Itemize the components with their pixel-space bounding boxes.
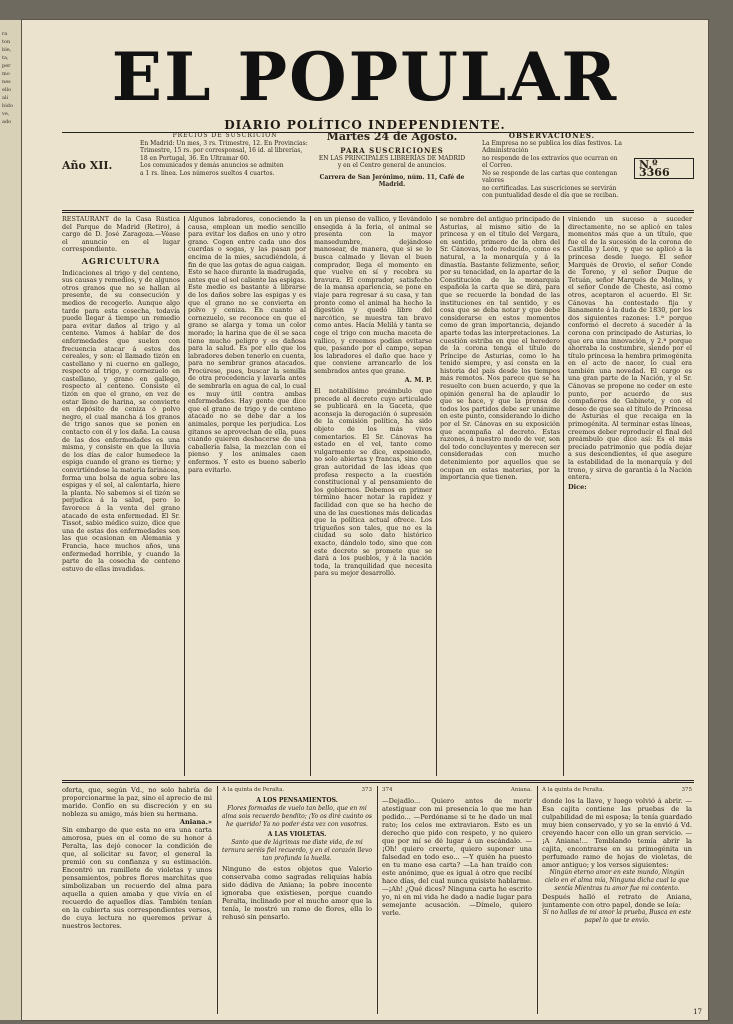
column-4: [440, 216, 560, 776]
poem-verse: Santo que de lágrimas me diste vida, de mi ternura seréis fiel recuerdo, y en el corazón llevo tan profunda la huella.: [222, 839, 372, 862]
folletin-divider: [537, 786, 538, 1014]
poem-title: A LAS VIOLETAS.: [267, 831, 327, 838]
price-line: En Madrid: Un mes, 3 rs. Trimestre, 12. En Provincias:: [140, 139, 308, 147]
price-line: a 1 rs. línea. Los números sueltos 4 cuartos.: [140, 169, 275, 177]
bookstores-line: EN LAS PRINCIPALES LIBRERÍAS DE MADRID: [318, 154, 466, 162]
price-line: 18 en Portugal, 36. En Ultramar 60.: [140, 154, 250, 162]
price-line: Trimestre, 15 rs. por corresponsal, 16 id. al librerías,: [140, 147, 303, 154]
folletin-text: oferta, que, según Vd., no solo habría de proporcionarme la paz, sino el aprecio de mi marido. Confío en su discreción y en su nobleza su amigo, más bien su hermana.: [62, 786, 212, 818]
running-head-page: 373: [361, 787, 372, 793]
folletin-text: —Dejadlo... Quiero antes de morir atestiguar con mi presencia lo que me han pedido... —Perdóname si te he dado un mal rato; los celos me extraviaron. Esto es un derecho que pido con respeto, y no quiero que por mí se dé lugar á un escándalo. —¡Oh! quiero creerte, quiero suponer una falsedad en todo eso... —Y quién ha puesto en tu mano esa carta? —La han traído con este anónimo, que es igual á otro que recibí hace días, del cual nunca quisiste hablarme. —¡Ah! ¿Qué dices? Ninguna carta he escrito yo, ni en mi vida he dado a nadie lugar para semejante acusación. —Dímelo, quiero verle.: [382, 797, 532, 917]
running-head-left: A la quinta de Peralta.: [542, 787, 605, 793]
folletin-column-2: [222, 786, 372, 1016]
office-line: y en el Centro general de anuncios.: [337, 162, 447, 169]
article-text: en un pienso de vallico, y llevándolo ensegida á la feria, el animal se presenta con la mayor mansedumbre, dejándose manosear, de manera, que si se lo busca calmado y llevan el buen comprador, llega el momento en que vuelve en sí y recobra su bravura. El comprador, satisfecho de la mansa apariencia, se pone en viaje para regresar á su casa, y tan pronto como el animal ha hecho la digestión y quedó libre del narcótico, se muestra tan bravo como antes. Hacía Melilá y tanta se coge el trigo con mucha maceta de vallico, y creemos podían evitarse que, pasando por el campo, sepan los labradores el daño que hace y que conviene arrancarlo de los sembrados antes que grane.: [314, 216, 432, 375]
folletin-column-3: [382, 786, 532, 1016]
article-text: Indicaciones al trigo y del centeno, sus causas y remedios, y de algunos otros granos que no se hallan al presente, de su consecución y medios de recogerlo. Aunque algo tarde para esta cosecha, todavía puede llegar á tiempo un remedio para evitar daños al trigo y al centeno. Vamos á hablar de dos enfermedades que suelen con frecuencia atacar á estos dos cereales, y son: el llamado tizón en castellano y ni cuerno en gallego, respecto al trigo, y cornezuelo en castellano, y grano en gallego, respecto al centeno. Consiste el tizón en que el grano, en vez de estar lleno de harina, se convierte en depósito de ceniza ó polvo negro, el cual mancha á los granos de trigo sanos que se ponen en contacto con él y los daña. La causa de las dos enfermedades es una misma, y consiste en que la lluvia de los días de calor humedece la espiga cuando el grano es tierno; y convirtiéndose la materia farinácea, forma una bolsa de agua sobre las espigas y el sol, al calentarla, hiere la planta. No sabemos si el tizón se perjudica á la salud, pero lo favorece á la venta del grano atacado de esta enfermedad. El Sr. Tissot, sabio médico suizo, dice que una de estas dos enfermedades son las que ocasionan en Alemania y Francia, hace muchos años, una enfermedad horrible, y cuando la parte de la cosecha de centeno estuvo de ellas invadidas.: [62, 268, 180, 573]
previous-page-edge: ra ton ble, ta, per mo nes ello ali bido ve, ado: [0, 20, 22, 1020]
article-text: viniendo un suceso a suceder directamente, no se aplicó en tales momentos más que a un título, que fue el de la sucesión de la corona de Castilla y León, y que se aplicó a la princesa desde luego. El señor Marqués de Orovio, el señor Conde de Toreno, y el señor Duque de Tetuán, señor Marqués de Molins, y el señor Conde de Cheste, así como otros, aceptaron el acuerdo. El Sr. Cánovas ha contestado fija y llanamente á la duda de 1830, por los dos siguientes razones: 1.ª porque conformó el decreto á suceder á la corona con principado de Asturias, lo que era una innovación, y 2.ª porque ahorraba la costumbre, siendo por el título princesa la hembra primogénita en el acto de nacer, lo cual era también una novedad. El cargo es una gran parte de la Nación, y el Sr. Cánovas se propone no ceder en este punto, por acuerdo de sus compañeros de Gabinete, y con el deseo de que sea el título de Princesa de Asturias el que recaiga en la primogénita. Al terminar estas líneas, creemos deber reproducir el final del preámbulo que dice así: Es el más preciado patrimonio que podía dejar a sus descendientes, el que asegure la estabilidad de la monarquía y del trono, y sirva de garantía á la Nación entera.: [568, 216, 692, 482]
column-divider: [563, 216, 564, 776]
folletin-text: Después halló el retrato de Aniana, juntamente con otro papel, donde se leía:: [542, 893, 692, 909]
observation-line: con puntualidad desde el día que se reciban.: [482, 192, 619, 199]
folletin-text: donde los la llave, y luego volvió á abrir. —Esa cajita contiene las pruebas de la culpabilidad de mi esposa; la tenía guardado muy bien conservado, y yo se la envió á Vd. creyendo hacer con ello un gran servicio. —¡A Aniana!... Temblando temía abrir la cajita, encontrarse en su primogénita un perfumado ramo de hojas de violetas, de amor antiguo; y los versos siguientes:: [542, 797, 692, 869]
folletin-divider: [377, 786, 378, 1014]
observation-line: no responde de los extravíos que ocurran en el Correo.: [482, 154, 618, 169]
running-head-page: 375: [681, 787, 692, 793]
folletin-divider: [217, 786, 218, 1014]
header-info-block: [62, 132, 694, 210]
column-divider: [184, 216, 185, 776]
folletin-text: Ninguno de estos objetos que Valerio conservaba como sagradas reliquias había sido dádiva de Aniana; la pobre inocente ignoraba que existiesen, porque cuando Peralta, inclinado por el mucho amor que la tenía, le mostró un ramo de flores, ella lo rehusó sin pensarlo.: [222, 865, 372, 921]
poem-verse: Ningún eterno amor en este mundo, Ningún cielo en el alma mía, Ninguna dicha cual la que sentía Mientras tu amor fue mi contento.: [544, 869, 690, 892]
prices-title: PRECIOS DE SUSCRICION: [172, 132, 278, 139]
observation-line: La Empresa no se publica los días festivos. La Administración: [482, 139, 622, 154]
main-columns: [62, 216, 696, 776]
running-head-right: Aniana.: [510, 787, 532, 793]
article-text: se nombre del antiguo principado de Asturias, al mismo sitio de la princesa y en el título del Vergara, en sentido, primero de la obra del Sr. Cánovas, todo reducido, como es natural, a la monarquía y á la dinastía. Bastante felizmente, señor, por su tenacidad, en la apartar de la Constitución de la monarquía española la carta que se dirá, para que se recuerde la bondad de las instituciones en tal sentido, y es cosa que se deba notar y que debe considerarse en estos momentos como de gran importancia, dejando aparte todas las interpretaciones. La cuestión estriba en que el heredero de la corona tenga el título de Príncipe de Asturias, como lo ha tenido siempre, y así consta en la historia del país desde los tiempos más remotos. Nos parece que se ha resuelto con buen acuerdo, y que la opinión general ha de aplaudir lo que se hace, y que la prensa de todos los partidos debe ser unánime en este punto, considerando lo dicho por el Sr. Cánovas en su exposición que acompaña al decreto. Estas razones, á nuestro modo de ver, son del todo concluyentes y merecen ser consideradas con mucho detenimiento por aquellos que se ocupan en estas materias, por la importancia que tienen.: [440, 216, 560, 482]
running-head-left: A la quinta de Peralta.: [222, 787, 285, 793]
column-3: [314, 216, 432, 776]
folletin-text: Sin embargo de que esta no era una carta amorosa, pues en el como de su honor á Peralta, las dejó conocer la condición de que, al solicitar su favor, el general la premió con su confianza y su estimación. Encontró un ramillete de violetas y unos pensamientos, pobres flores marchitas que simbolizaban un recuerdo del alma para aquella a quien amaba y que vivía en el recuerdo de aquellos días. También tenían en la cubierta sus correspondientes versos, de cuya lectura no queremos privar á nuestros lectores.: [62, 826, 212, 930]
year-label: Año XII.: [62, 159, 113, 172]
article-signature: A. M. P.: [404, 376, 432, 385]
masthead-subtitle: DIARIO POLÍTICO INDEPENDIENTE.: [224, 118, 506, 132]
poem-verse: Si no hallas de mi amor la prueba, Busca en este papel lo que te envío.: [542, 909, 692, 924]
masthead-title: EL POPULAR: [111, 38, 619, 116]
price-line: Los comunicados y demás anuncios se admiten: [140, 162, 284, 169]
folletin-column-1: [62, 786, 212, 1016]
observation-line: No se responde de las cartas que contengan valores: [482, 169, 618, 184]
folletin-signature: Aniana.»: [179, 818, 212, 826]
column-divider: [436, 216, 437, 776]
suscriptions-title: PARA SUSCRICIONES: [340, 146, 444, 155]
column-5: [568, 216, 692, 776]
column-2: [188, 216, 306, 776]
observations-block: [482, 132, 622, 200]
address-line: Carrera de San Jerónimo, núm. 11, Café de Madrid.: [319, 173, 465, 188]
subscription-prices: [140, 132, 310, 177]
folletin-running-head: [222, 786, 372, 794]
page-number: 17: [693, 1008, 702, 1016]
issue-date-block: [312, 132, 472, 189]
article-signature: Dice:: [568, 482, 587, 491]
folletin-running-head: [382, 786, 532, 794]
restaurant-notice: RESTAURANT de la Casa Rústica del Parque de Madrid (Retiro), á cargo de D. José Zaragoza.—Véase el anuncio en el lugar correspondiente.: [62, 216, 180, 254]
observations-title: OBSERVACIONES.: [508, 131, 596, 140]
section-heading-agricultura: AGRICULTURA: [81, 255, 161, 266]
observation-line: no certificadas. Las suscriciones se servirán: [482, 184, 617, 192]
poem-title: A LOS PENSAMIENTOS.: [256, 797, 338, 804]
column-divider: [310, 216, 311, 776]
folletin-running-head: [542, 786, 692, 794]
article-text: El notabilísimo preámbulo que precede al decreto cuyo articulado se publicará en la Gaceta, que aconseja la derogación ó supresión de la comisión política, ha sido objeto de los más vivos comentarios. El Sr. Cánovas ha estado en el vel, tanto como vulgarmente se dice, exponiendo, no solo abiertas y francas, sino con gran autoridad de las ideas que profesa respecto a la cuestión constitucional y al pensamiento de los gobiernos. Debemos en primer término hacer notar la rapidez y facilidad con que se ha hecho de una de las cuestiones más delicadas que la política actual ofrece. Los trigueños son tales, que no es la ciudad su solo dato histórico exacto, dándolo todo, sino que con este decreto se promete que se dará a los pueblos, y á la nación toda, la tranquilidad que necesita para su mejor desarrollo.: [314, 387, 432, 578]
folletin-section: [62, 786, 696, 1016]
issue-date: Martes 24 de Agosto.: [326, 130, 458, 143]
running-head-page: 374: [382, 787, 393, 793]
issue-number: N.º 3366: [634, 158, 694, 179]
column-1: [62, 216, 180, 776]
article-text: Algunos labradores, conociendo la causa, emplean un medio sencillo para evitar los daños en uno y otro grano. Cogen entre cada uno dos cuerdas o sogas, y las pasan por encima de la mies, sacudiéndola, á fin de que las gotas de agua caigan. Esto se hace durante la madrugada, antes que el sol caliente las espigas. Este medio es bastante á librarse de los daños sobre las espigas y es que el grano no se convierta en polvo y ceniza. En cuanto al cornezuelo, se reconoce en que el grano se alarga y toma un color morado; la harina que de él se saca tiene mucho peligro y es dañosa para la salud. Es por ello que los labradores deben tenerlo en cuenta, para no sembrar granos atacados. Procúrese, pues, buscar la semilla de otra procedencia y lavarla antes de sembrarla en agua de cal, lo cual es muy útil contra ambas enfermedades. Hay gente que dice que el grano de trigo y de centeno atacado no se debe dar a los animales, porque les perjudica. Los gitanos se aprovechan de ella, pues cuando quieren deshacerse de una caballería falsa, la mezclan con el pienso y los animales caen enfermos. Y esto es bueno saberlo para evitarlo.: [188, 216, 306, 474]
newspaper-page: [22, 20, 708, 1020]
folletin-column-4: [542, 786, 692, 1016]
header-bottom-rule: [62, 210, 694, 213]
poem-verse: Flores formadas de vuelo tan bello, que en mi alma sois recuerdo bendito; ¡Yo os diré cuánto os he querido! Ya no poder ésta vez con vosotras.: [222, 805, 372, 828]
folletin-rule: [62, 780, 694, 783]
